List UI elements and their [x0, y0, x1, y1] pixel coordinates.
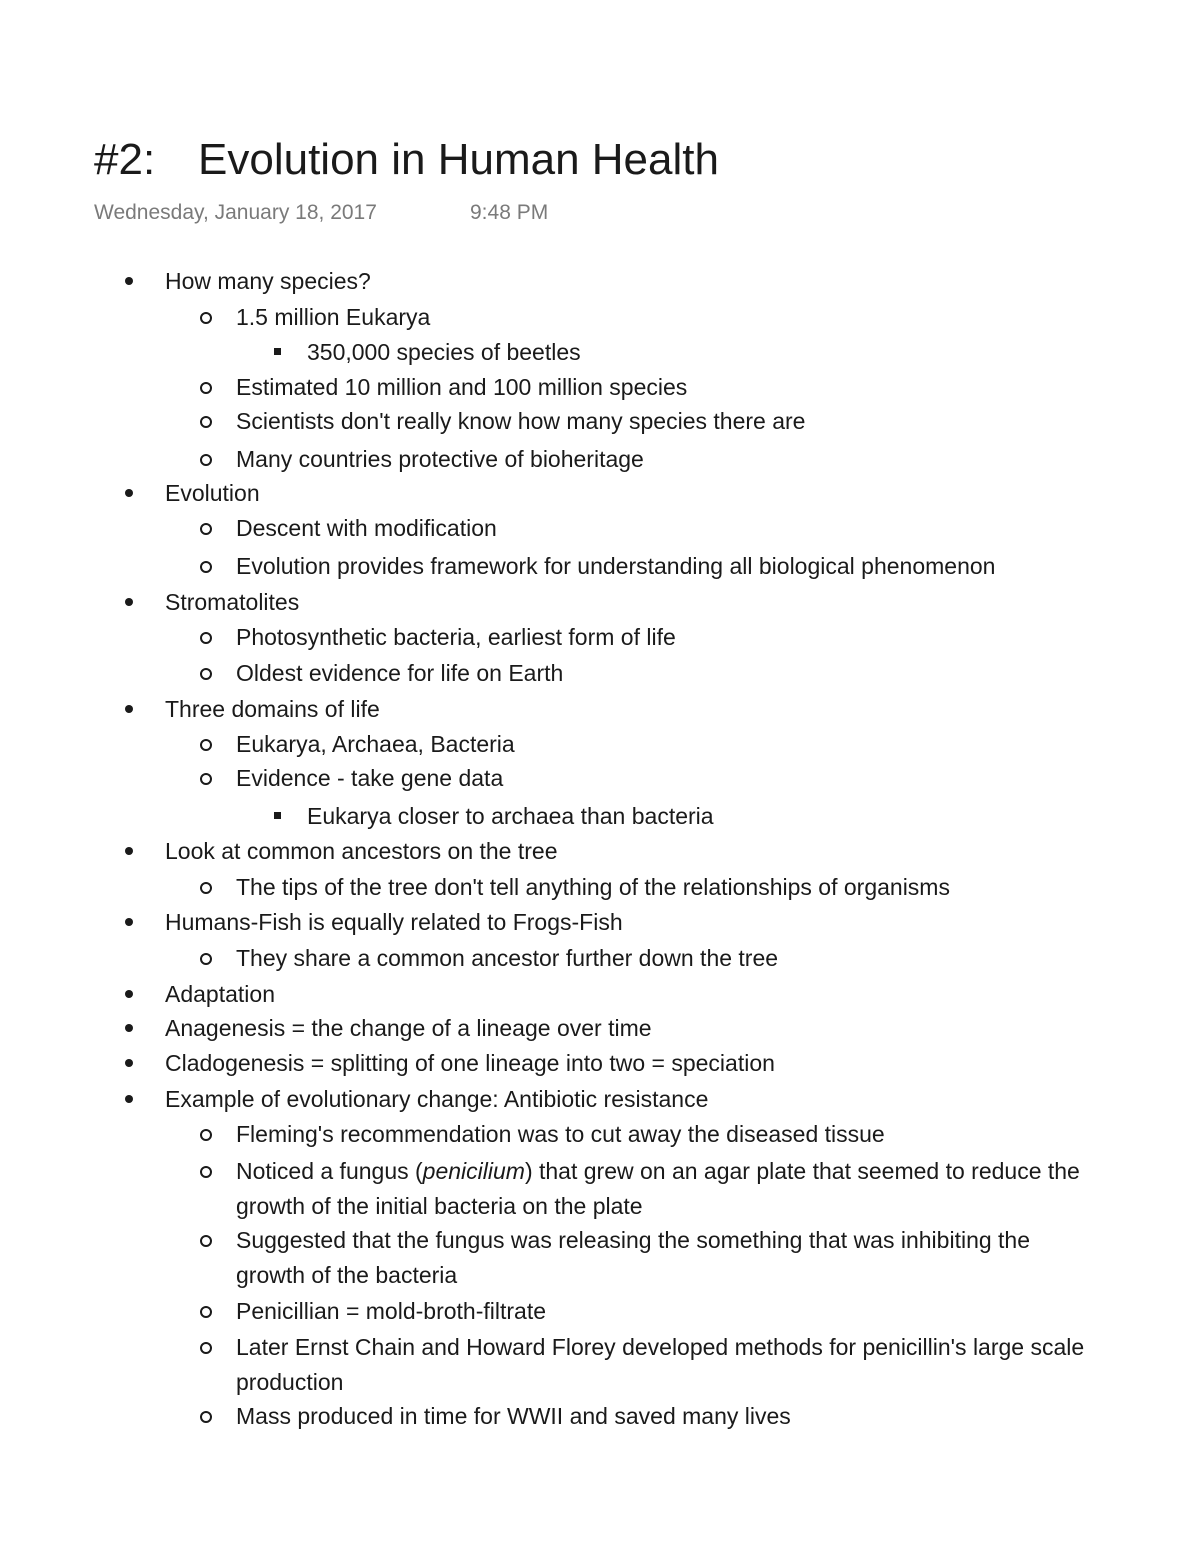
list-item: Estimated 10 million and 100 million species — [236, 372, 687, 402]
note-timestamp — [94, 199, 549, 227]
list-item: They share a common ancestor further down the tree — [236, 943, 778, 973]
list-item: Evidence - take gene data — [236, 763, 503, 793]
note-date: Wednesday, January 18, 2017 — [94, 201, 377, 224]
circle-bullet-icon — [200, 1156, 212, 1178]
list-item: 1.5 million Eukarya — [236, 302, 430, 332]
circle-bullet-icon — [200, 551, 212, 573]
list-item: Humans-Fish is equally related to Frogs-Fish — [165, 907, 623, 937]
list-item: Example of evolutionary change: Antibiotic resistance — [165, 1084, 708, 1114]
list-item: Oldest evidence for life on Earth — [236, 658, 563, 688]
bullet-icon — [125, 979, 133, 998]
circle-bullet-icon — [200, 1225, 212, 1247]
circle-bullet-icon — [200, 622, 212, 644]
list-item: 350,000 species of beetles — [307, 337, 581, 367]
circle-bullet-icon — [200, 302, 212, 324]
circle-bullet-icon — [200, 406, 212, 428]
circle-bullet-icon — [200, 943, 212, 965]
list-item: Suggested that the fungus was releasing the something that was inhibiting the — [236, 1225, 1030, 1255]
bullet-icon — [125, 836, 133, 855]
list-item: Evolution provides framework for understanding all biological phenomenon — [236, 551, 995, 581]
list-item-continuation: growth of the initial bacteria on the plate — [236, 1193, 643, 1219]
bullet-icon — [125, 694, 133, 713]
circle-bullet-icon — [200, 658, 212, 680]
list-item: Photosynthetic bacteria, earliest form of life — [236, 622, 676, 652]
list-item: How many species? — [165, 266, 371, 296]
title-number: #2: — [94, 135, 156, 184]
title-text: Evolution in Human Health — [198, 135, 719, 184]
circle-bullet-icon — [200, 1296, 212, 1318]
list-item: Descent with modification — [236, 513, 497, 543]
bullet-icon — [125, 907, 133, 926]
list-item: Eukarya, Archaea, Bacteria — [236, 729, 515, 759]
list-item: Cladogenesis = splitting of one lineage into two = speciation — [165, 1048, 775, 1078]
list-item: Penicillian = mold-broth-filtrate — [236, 1296, 546, 1326]
bullet-icon — [125, 587, 133, 606]
circle-bullet-icon — [200, 1401, 212, 1423]
circle-bullet-icon — [200, 1332, 212, 1354]
list-item: Three domains of life — [165, 694, 380, 724]
circle-bullet-icon — [200, 1119, 212, 1141]
circle-bullet-icon — [200, 729, 212, 751]
bullet-icon — [125, 1084, 133, 1103]
bullet-icon — [125, 1048, 133, 1067]
page-title — [94, 132, 719, 188]
bullet-icon — [125, 478, 133, 497]
circle-bullet-icon — [200, 763, 212, 785]
list-item: Evolution — [165, 478, 260, 508]
square-bullet-icon — [274, 337, 281, 355]
list-item: Adaptation — [165, 979, 275, 1009]
bullet-icon — [125, 266, 133, 285]
list-item: Stromatolites — [165, 587, 299, 617]
list-item: Mass produced in time for WWII and saved many lives — [236, 1401, 791, 1431]
note-time: 9:48 PM — [470, 201, 549, 224]
list-item-continuation: production — [236, 1369, 344, 1395]
list-item: The tips of the tree don't tell anything of the relationships of organisms — [236, 872, 950, 902]
list-item: Many countries protective of bioheritage — [236, 444, 644, 474]
circle-bullet-icon — [200, 372, 212, 394]
circle-bullet-icon — [200, 872, 212, 894]
list-item-continuation: growth of the bacteria — [236, 1262, 458, 1288]
list-item: Scientists don't really know how many species there are — [236, 406, 805, 436]
list-item: Anagenesis = the change of a lineage over time — [165, 1013, 652, 1043]
circle-bullet-icon — [200, 444, 212, 466]
list-item: Look at common ancestors on the tree — [165, 836, 558, 866]
list-item: Fleming's recommendation was to cut away the diseased tissue — [236, 1119, 885, 1149]
list-item: Eukarya closer to archaea than bacteria — [307, 801, 714, 831]
list-item: Later Ernst Chain and Howard Florey developed methods for penicillin's large scale — [236, 1332, 1084, 1362]
square-bullet-icon — [274, 801, 281, 819]
bullet-icon — [125, 1013, 133, 1032]
circle-bullet-icon — [200, 513, 212, 535]
list-item: Noticed a fungus (penicilium) that grew on an agar plate that seemed to reduce the — [236, 1156, 1080, 1186]
